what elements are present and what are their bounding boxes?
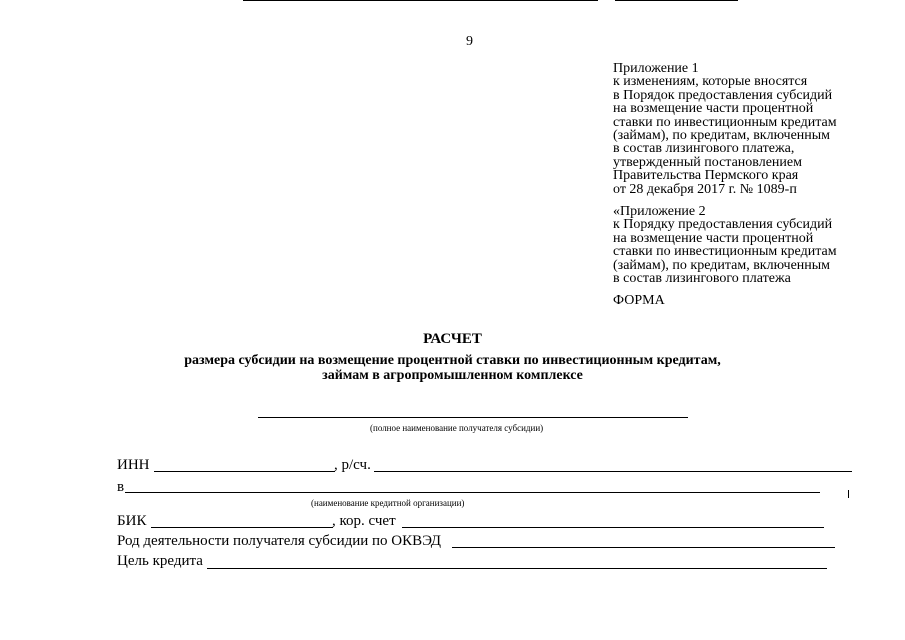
credit-purpose-label: Цель кредита bbox=[117, 553, 203, 569]
appendix-1-line: Правительства Пермского края bbox=[613, 168, 799, 184]
bik-label: БИК bbox=[117, 513, 147, 529]
recipient-name-field[interactable] bbox=[258, 417, 688, 418]
page-number: 9 bbox=[466, 34, 473, 49]
appendix-1-line: утвержденный постановлением bbox=[613, 154, 802, 170]
appendix-2-line: в состав лизингового платежа bbox=[613, 271, 791, 287]
appendix-1-line: в Порядок предоставления субсидий bbox=[613, 87, 833, 103]
appendix-1-line: (займам), по кредитам, включенным bbox=[613, 128, 831, 144]
appendix-2-line: на возмещение части процентной bbox=[613, 230, 814, 246]
bank-in-label: в bbox=[117, 479, 125, 495]
inn-label: ИНН bbox=[117, 457, 150, 473]
corr-account-label: , кор. счет bbox=[332, 513, 396, 529]
appendix-2-line: ставки по инвестиционным кредитам bbox=[613, 244, 837, 260]
appendix-1-line: ставки по инвестиционным кредитам bbox=[613, 114, 837, 130]
appendix-2-line: «Приложение 2 bbox=[613, 204, 706, 219]
appendix-2-line: (займам), по кредитам, включенным bbox=[613, 257, 831, 273]
bank-name-field[interactable] bbox=[125, 492, 820, 493]
okved-field[interactable] bbox=[452, 547, 835, 548]
subtitle-line-2: займам в агропромышленном комплексе bbox=[322, 368, 583, 383]
top-rule-right bbox=[615, 0, 738, 1]
appendix-2-block bbox=[613, 205, 893, 285]
account-field[interactable] bbox=[374, 471, 852, 472]
account-label: , р/сч. bbox=[334, 457, 371, 473]
appendix-2-line: к Порядку предоставления субсидий bbox=[613, 217, 833, 233]
appendix-1-line: Приложение 1 bbox=[613, 61, 699, 76]
appendix-1-line: к изменениям, которые вносятся bbox=[613, 74, 808, 90]
top-rule-left bbox=[243, 0, 598, 1]
form-label: ФОРМА bbox=[613, 293, 665, 308]
inn-field[interactable] bbox=[154, 471, 335, 472]
bank-name-caption: (наименование кредитной организации) bbox=[311, 498, 465, 508]
credit-purpose-field[interactable] bbox=[207, 568, 827, 569]
recipient-name-caption: (полное наименование получателя субсидии) bbox=[370, 423, 544, 433]
corr-account-field[interactable] bbox=[402, 527, 824, 528]
appendix-1-line: в состав лизингового платежа, bbox=[613, 141, 795, 157]
appendix-1-line: от 28 декабря 2017 г. № 1089-п bbox=[613, 181, 797, 197]
document-subtitle bbox=[0, 353, 905, 383]
document-title: РАСЧЕТ bbox=[423, 331, 482, 347]
margin-tick-mark bbox=[848, 490, 849, 498]
bik-field[interactable] bbox=[151, 527, 333, 528]
subtitle-line-1: размера субсидии на возмещение процентной ставки по инвестиционным кредитам, bbox=[184, 353, 721, 368]
appendix-1-block bbox=[613, 62, 893, 196]
appendix-1-line: на возмещение части процентной bbox=[613, 101, 814, 117]
okved-label: Род деятельности получателя субсидии по ОКВЭД bbox=[117, 533, 442, 549]
